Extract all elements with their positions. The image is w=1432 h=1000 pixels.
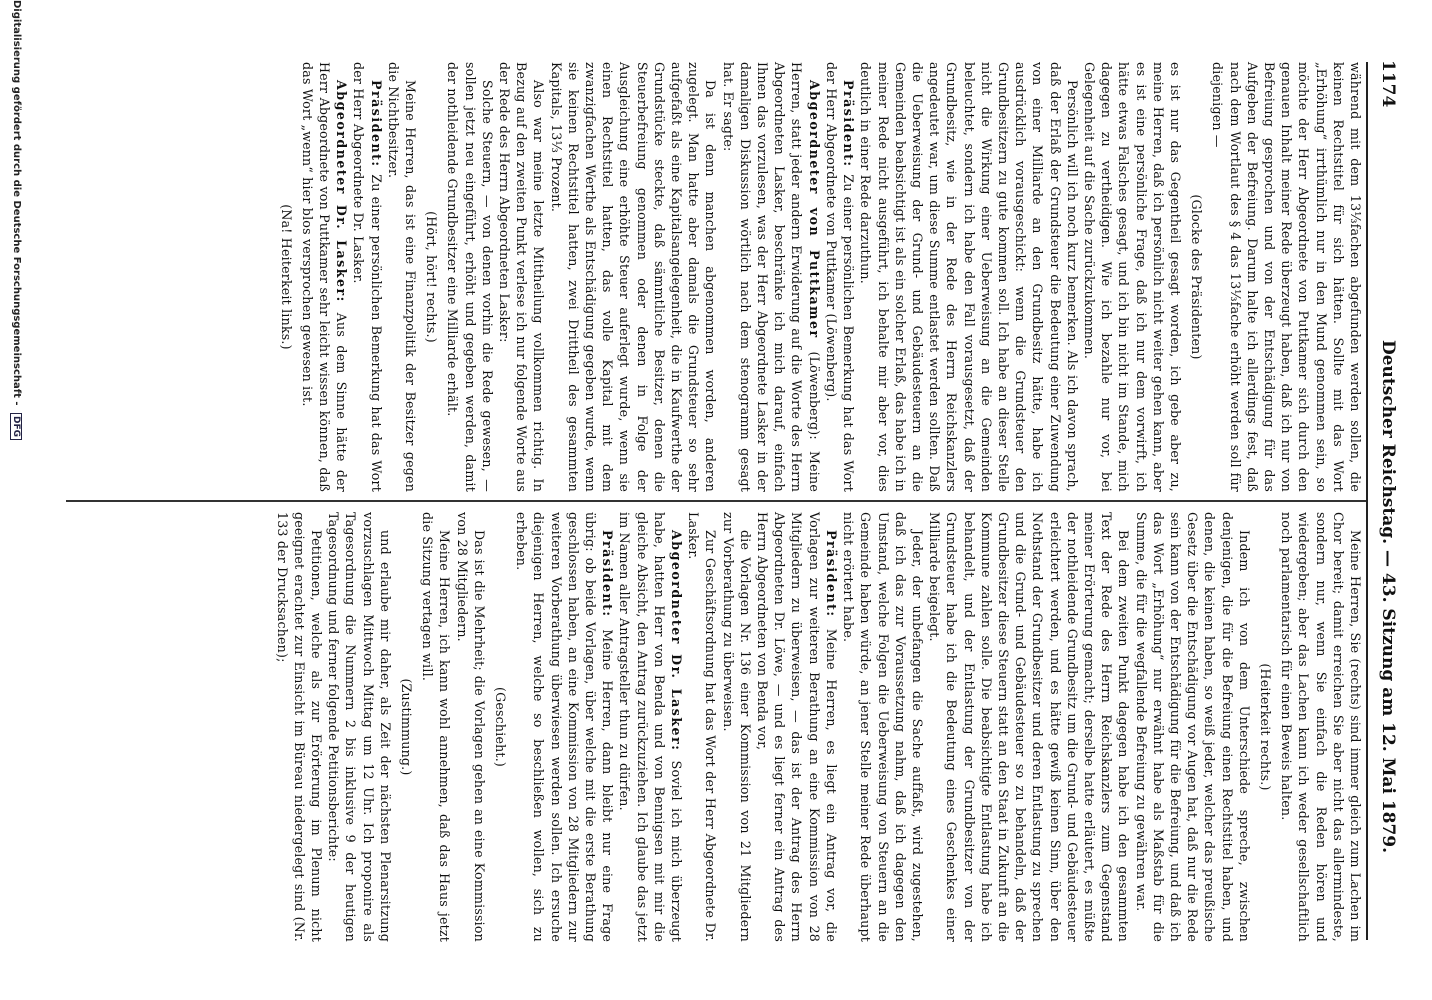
speech-text: Zu einer persönlichen Bemerkung hat das Wort der Herr Abgeordnete von Puttkamer (Löwenberg). [823,62,857,492]
column-divider [66,500,1366,502]
body-paragraph: Indem ich von dem Unterschiede spreche, zwischen denjenigen, die für die Befreiung einen Rechtstitel haben, und denen, die keinen haben, so weiß jeder, welcher das preußische Gesetz über die Entschädigung vor Augen hat, daß nur die Rede sein kann von der Entschädigung für die Befreiung, und daß ich das Wort „Erhöhung“ nur erwähnt habe als Maßstab für die Summe, die für die wegfallende Befreiung zu gewähren war. [1133,512,1252,942]
speech-text: (Löwenberg): Meine Herren, statt jeder andern Erwiderung auf die Worte des Herrn Abgeordneten Lasker, beschränke ich mich darauf, einfach Ihnen das vorzulesen, was der Herr Abgeordnete Lasker in der damaligen Diskussion wörtlich nach dem stenogramm gesagt hat. Er sagte: [720,62,822,492]
speech-text: Meine Herren, es liegt ein Antrag vor, die Vorlagen zur weiteren Berathung an eine Kommission von 28 Mitgliedern zu überweisen, — das ist der Antrag des Herrn Abgeordneten Dr. Löwe, — und es liegt ferner ein Antrag des Herrn Abgeordneten von Benda vor, [755,512,839,942]
speaker-name: Abgeordneter von Puttkamer [806,80,822,352]
speech-text: Meine Herren, dann bleibt nur eine Frage übrig: ob beide Vorlagen, über welche mit die erste Berathung geschlossen haben, an eine Kommission von 28 Mitgliedern zur weiteren Vorberathung überwiesen werden sollen. Ich ersuche diejenigen Herren, welche so beschließen wollen, sich zu erheben. [514,512,616,942]
header-rule [1366,62,1368,940]
body-paragraph: Petitionen, welche als zur Erörterung im Plenum nicht geeignet erachtet zur Einsicht im Büreau niedergelegt sind (Nr. 133 der Drucksachen); [274,512,325,942]
speaker-name: Präsident: [368,80,384,175]
body-paragraph: und erlaube mir daher, als Zeit der nächsten Plenarsitzung vorzuschlagen Mittwoch Mittag um 12 Uhr. Ich proponire als Tagesordnung die Nummern 2 bis inklusive 9 der heutigen Tagesordnung und ferner folgende Petitionsberichte: [326,512,393,942]
page-header [1368,60,1398,940]
body-paragraph: Bei dem zweiten Punkt dagegen habe ich den gesammten Text der Rede des Herrn Reichskanzlers zum Gegenstand meiner Erörterung gemacht; derselbe hatte erläutert, es müßte der nothleidende Grundbesitz um die Grund- und Gebäudesteuer erleichtert werden, und es hätte gewiß keinen Sinn, über den Nothstand der Grundbesitzer und deren Entlastung zu sprechen und die Grund- und Gebäudesteuer so zu behandeln, daß der Grundbesitzer diese Steuern statt an den Staat in Zukunft an die Kommune zahlen solle. Die beabsichtigte Entlastung habe ich behandelt, und der Entlastung der Grundbesitzer von der Grundsteuer habe ich die Bedeutung eines Geschenkes einer Milliarde beigelegt. [927,512,1132,942]
speech-paragraph [513,512,616,942]
page-number: 1174 [1378,60,1398,108]
body-paragraph: Meine Herren, das ist eine Finanzpolitik der Besitzer gegen die Nichtbesitzer. [385,62,419,492]
speaker-name: Präsident: [600,530,616,630]
speaker-name: Präsident: [823,530,839,629]
footer-text: Digitalisierung gefördert durch die Deutsche Forschungsgemeinschaft - [11,0,22,406]
stage-direction: (Heiterkeit rechts.) [1257,663,1273,791]
body-paragraph: die Vorlagen Nr. 136 einer Kommission von 21 Mitgliedern zur Vorberathung zu überweisen. [720,512,753,942]
speech-paragraph [719,62,822,492]
body-paragraph: Solche Steuern, — von denen vorhin die Rede gewesen, — sollen jetzt neu eingeführt, erhöht und gegeben werden, damit der nothleidende Grundbesitzer eine Milliarde erhält. [445,62,495,492]
body-paragraph: Meine Herren, Sie (rechts) sind immer gleich zum Lachen im Chor bereit; damit erreichen Sie aber nicht das allermindeste, sondern nur, wenn Sie einfach die Reden hören und wiedergeben; aber das Lachen kann ich weder gesellschaftlich noch parlamentarisch für einen Beweis halten. [1279,512,1363,942]
speaker-name: Abgeordneter Dr. Lasker: [334,80,350,313]
left-column [273,62,1364,492]
stage-direction: (Geschieht.) [493,686,509,768]
speaker-name: Abgeordneter Dr. Lasker: [669,530,685,761]
stage-direction: (Glocke des Präsidenten) [1189,194,1205,360]
body-paragraph: während mit dem 13⅓fachen abgefunden werden sollen, die keinen Rechtstitel für sich hätten. Sollte mit das Wort „Erhöhung“ irrthümlich nur in den Mund genommen sein, so möchte der Herr Abgeordnete von Puttkamer sich durch den genauen Inhalt meiner Rede überzeugt haben, daß ich nur von Befreiung gesprochen und von der Entschädigung für das Aufgeben der Befreiung. Darum halte ich allerdings fest, daß nach dem Wortlaut des § 4 das 13⅓fache erhöht werden soll für diejenigen — [1210,62,1363,492]
body-paragraph: Also war meine letzte Mittheilung vollkommen richtig. In Bezug auf den zweiten Punkt verlese ich nur folgende Worte aus der Rede des Herrn Abgeordneten Lasker: [497,62,547,492]
stage-direction: (Hört, hört! rechts.) [424,211,440,343]
stage-direction: (Zustimmung.) [399,678,415,776]
stage-direction: (Na! Heiterkeit links.) [278,204,294,350]
running-title: Deutscher Reichstag. — 43. Sitzung am 12. Mai 1879. [1378,340,1398,854]
dfg-logo: DFG [10,413,22,440]
right-column [273,512,1364,942]
body-paragraph: Jeder, der unbefangen die Sache auffaßt, wird zugestehen, daß ich das zur Voraussetzung nahm, daß ich dagegen den Umstand, welche Folgen die Ueberweisung von Steuern an die Gemeinde haben würde, an jener Stelle meiner Rede überhaupt nicht erörtert habe. [841,512,925,942]
speech-paragraph [754,512,840,942]
speech-paragraph [616,512,685,942]
speech-paragraph [299,62,351,492]
speaker-name: Präsident: [841,80,857,175]
speech-paragraph [350,62,384,492]
body-paragraph: Persönlich will ich noch kurz bemerken. Als ich davon sprach, daß der Erlaß der Grundsteuer die Bedeutung einer Zuwendung von einer Milliarde an den Grundbesitz hätte, habe ich ausdrücklich vorausgeschickt: wenn die Grundsteuer den Grundbesitzern zu gute kommen soll. Ich habe an dieser Stelle nicht die Wirkung einer Ueberweisung an die Gemeinden beleuchtet, sondern ich habe den Fall vorausgesetzt, daß der Grundbesitz, wie in der Rede des Herrn Reichskanzlers angedeutet war, um diese Summe entlastet werden sollten. Daß die Ueberweisung der Grund- und Gebäudesteuern an die Gemeinden beabsichtigt ist als ein solcher Erlaß, das habe ich in meiner Rede nicht ausgeführt, ich behalte mir aber vor, dies deutlich in einer Rede darzuthun. [858,62,1080,492]
body-paragraph: Meine Herren, ich kann wohl annehmen, daß das Haus jetzt die Sitzung vertagen will. [420,512,453,942]
body-paragraph: Da ist denn manchen abgenommen worden, anderen zugelegt. Man hatte aber damals die Grundsteuer so sehr aufgefaßt als eine Kapitalsangelegenheit, die in Kaufwerthe der Grundstücke steckte, daß sämmtliche Besitzer, denen die Steuerbefreiung genommen oder denen in Folge der Ausgleichung eine erhöhte Steuer auferlegt wurde, wenn sie einen Rechtstitel hatten, das volle Kapital mit dem zwanzigfachen Werthe als Entschädigung gegeben wurde, wenn sie keinen Rechtstitel hatten, zwei Drittheil des gesammten Kapitals, 13⅓ Prozent. [548,62,719,492]
body-paragraph: es ist nur das Gegentheil gesagt worden, ich gebe aber zu, meine Herren, daß ich persönlich nicht weiter gehen kann, aber es ist eine persönliche Frage, daß ich nur dem vorwirft, ich hätte etwas Falsches gesagt, und ich bin nicht im Stande, mich dagegen zu vertheidigen. Wie ich bezahle nur vor, bei Gelegenheit auf die Sache zurückzukommen. [1081,62,1183,492]
speech-text: Soviel ich mich überzeugt habe, hatten Herr von Benda und von Bennigsen mit mir die gleiche Absicht, den Antrag zurückzuziehen. Ich glaube das jetzt im Namen aller Antragsteller thun zu dürfen. [617,512,685,943]
footer-credit [4,0,22,1000]
speech-text: Zu einer persönlichen Bemerkung hat das Wort der Herr Abgeordnete Dr. Lasker. [351,62,384,492]
speech-text: Aus dem Sinne hätte der Herr Abgeordnete von Puttkamer sehr leicht wissen können, daß das Wort „wenn“ hier blos versprochen gewesen ist. [299,62,350,492]
body-paragraph: Das ist die Mehrheit; die Vorlagen gehen an eine Kommission von 28 Mitgliedern. [454,512,487,942]
speech-paragraph [823,62,857,492]
body-paragraph: Zur Geschäftsordnung hat das Wort der Herr Abgeordnete Dr. Lasker. [686,512,719,942]
